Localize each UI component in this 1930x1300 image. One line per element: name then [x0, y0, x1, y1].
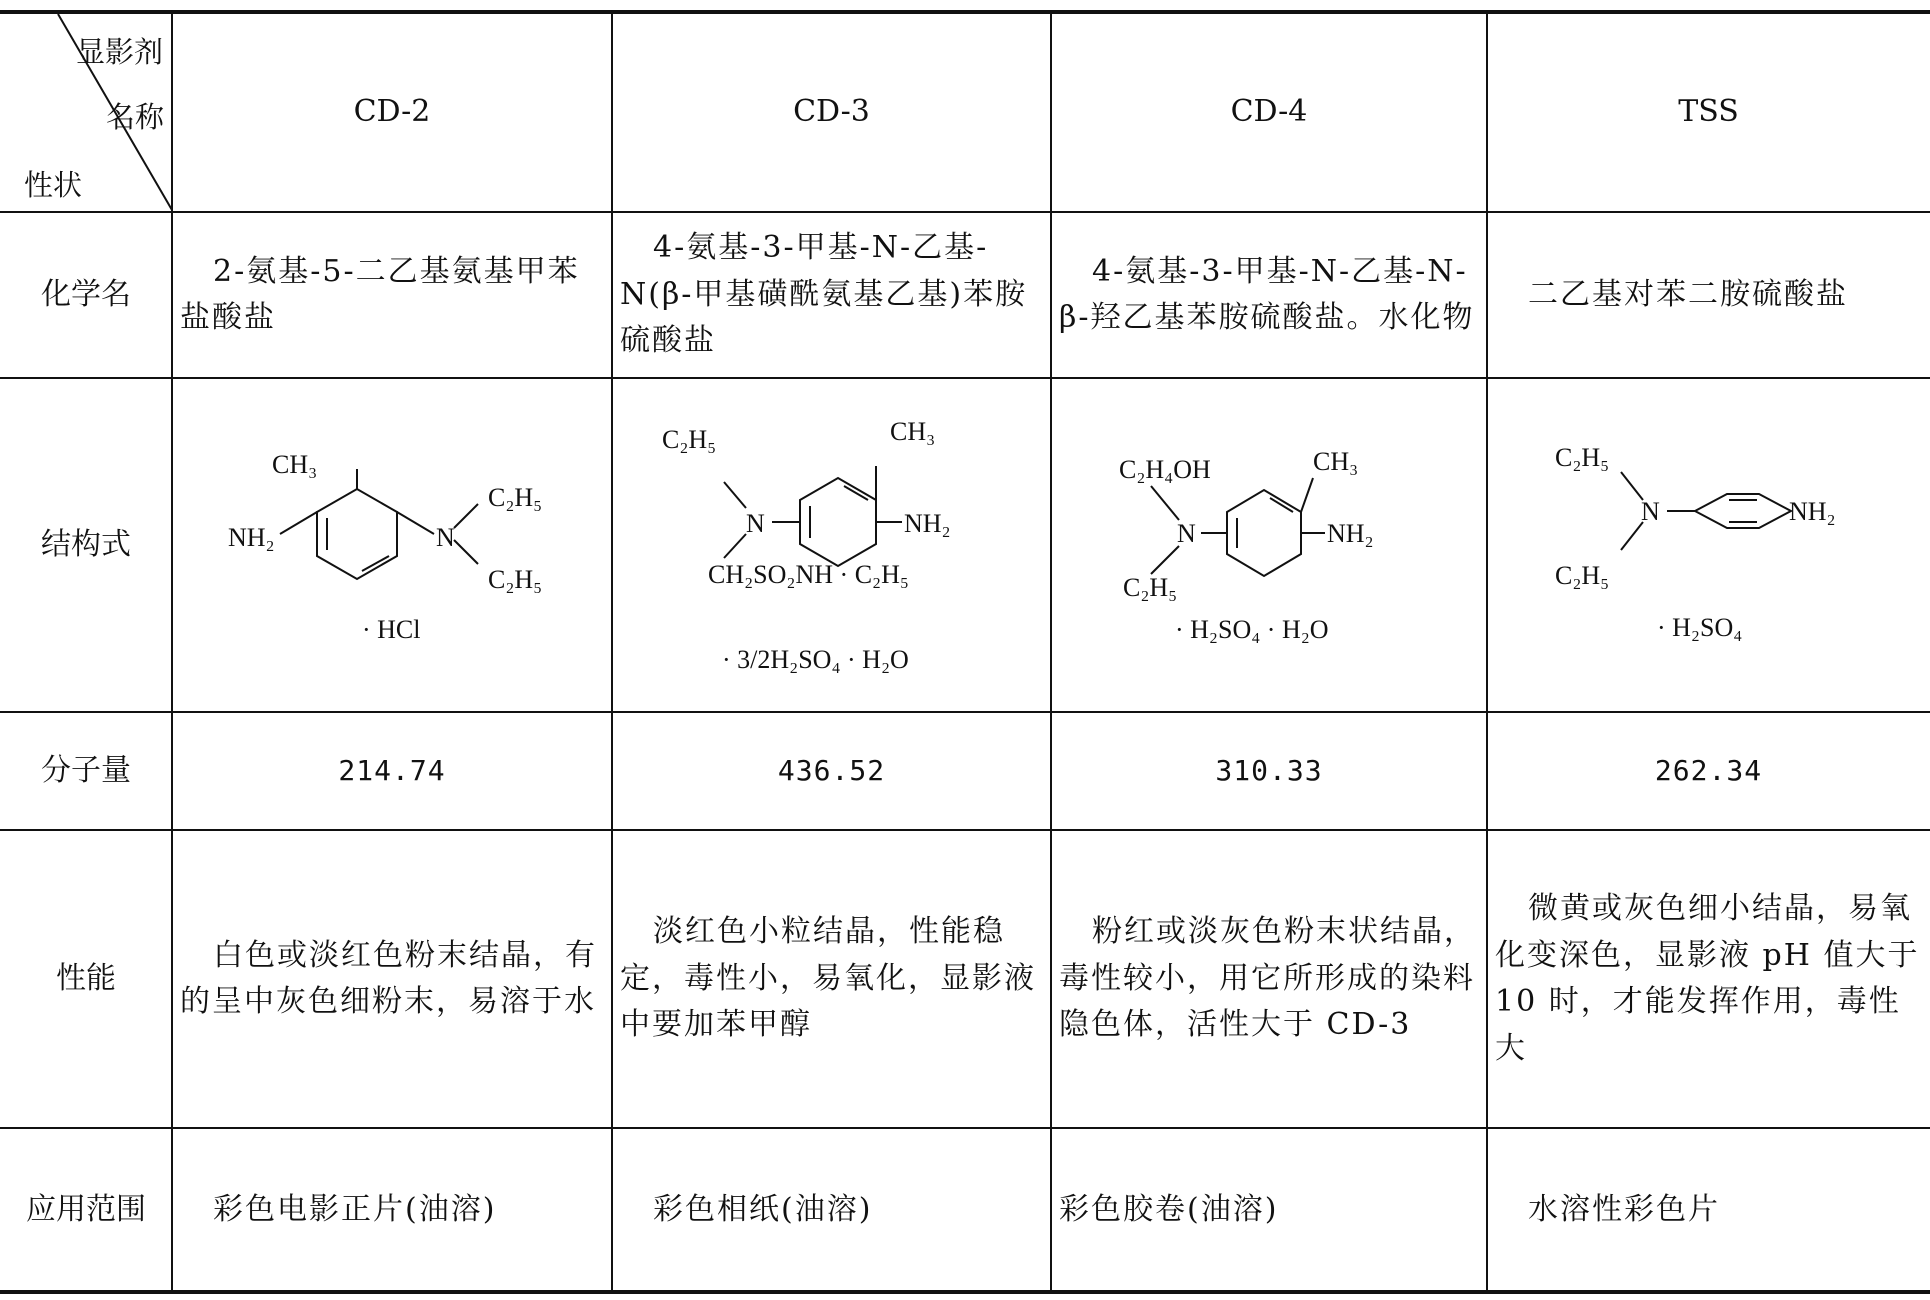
chemical-name-tss-text: 二乙基对苯二胺硫酸盐 — [1528, 276, 1848, 312]
chemical-name-cd3-text: 4-氨基-3-甲基-N-乙基-N(β-甲基磺酰氨基乙基)苯胺硫酸盐 — [620, 230, 1028, 359]
application-cd3-text: 彩色相纸(油溶) — [653, 1191, 873, 1227]
properties-tss — [1487, 830, 1930, 1128]
cd3-n: N — [746, 509, 765, 538]
cd4-hydroxyethyl: C₂H₄OH — [1119, 455, 1211, 484]
structure-cd2-diagram — [172, 378, 612, 712]
properties-tss-text: 微黄或灰色细小结晶，易氧化变深色，显影液 pH 值大于 10 时，才能发挥作用，毒性大 — [1495, 891, 1920, 1066]
application-cd4-text: 彩色胶卷(油溶) — [1059, 1191, 1279, 1227]
corner-label-name: 名称 — [106, 100, 165, 134]
properties-cd4-text: 粉红或淡灰色粉末状结晶，毒性较小，用它所形成的染料隐色体，活性大于 CD-3 — [1059, 914, 1476, 1043]
cd4-salt: · H₂SO₄ · H₂O — [1175, 615, 1329, 644]
cd3-salt: · 3/2H₂SO₄ · H₂O — [722, 645, 909, 674]
molecular-weight-tss: 262.34 — [1654, 754, 1763, 788]
cd2-ch3: CH₃ — [272, 450, 318, 479]
cd2-n: N — [436, 523, 455, 552]
row-label-application: 应用范围 — [26, 1191, 146, 1227]
chemical-name-cd2-text: 2-氨基-5-二乙基氨基甲苯盐酸盐 — [180, 253, 580, 335]
cd3-side-chain: CH₂SO₂NH · C₂H₅ — [708, 560, 909, 589]
cd2-ethyl-1: C₂H₅ — [488, 483, 543, 512]
properties-cd4 — [1051, 830, 1487, 1128]
application-cd3 — [612, 1128, 1051, 1292]
chemical-name-cd4-text: 4-氨基-3-甲基-N-乙基-N-β-羟乙基苯胺硫酸盐。水化物 — [1059, 253, 1475, 335]
cd2-nh2: NH₂ — [228, 523, 275, 552]
structure-cd2 — [172, 378, 612, 712]
structure-tss — [1487, 378, 1930, 712]
cd4-n: N — [1177, 519, 1196, 548]
column-header-cd3: CD-3 — [793, 93, 870, 129]
cd3-nh2: NH₂ — [904, 509, 951, 538]
cd4-ch3: CH₃ — [1313, 447, 1359, 476]
structure-cd3 — [612, 378, 1051, 712]
molecular-weight-cd3: 436.52 — [777, 754, 886, 788]
corner-label-property: 性状 — [24, 168, 83, 202]
application-tss — [1487, 1128, 1930, 1292]
structure-tss-diagram — [1487, 378, 1930, 712]
application-cd4 — [1051, 1128, 1487, 1292]
structure-cd4-diagram — [1051, 378, 1487, 712]
chemical-name-tss — [1487, 212, 1930, 378]
cd3-ch3: CH₃ — [890, 417, 936, 446]
structure-cd4 — [1051, 378, 1487, 712]
tss-ethyl-1: C₂H₅ — [1555, 443, 1610, 472]
chemical-name-cd3 — [612, 212, 1051, 378]
tss-salt: · H₂SO₄ — [1657, 613, 1743, 642]
cd4-nh2: NH₂ — [1327, 519, 1374, 548]
tss-n: N — [1641, 497, 1660, 526]
structure-cd3-diagram — [612, 378, 1051, 712]
properties-cd3-text: 淡红色小粒结晶，性能稳定，毒性小，易氧化，显影液中要加苯甲醇 — [620, 914, 1036, 1043]
molecular-weight-cd4: 310.33 — [1215, 754, 1323, 788]
chemical-name-cd2 — [172, 212, 612, 378]
cd2-salt: · HCl — [362, 615, 421, 644]
corner-label-developer: 显影剂 — [76, 35, 164, 69]
row-label-properties: 性能 — [56, 960, 116, 996]
molecular-weight-cd2: 214.74 — [338, 754, 446, 788]
cd3-ethyl: C₂H₅ — [662, 425, 717, 454]
cd4-ethyl: C₂H₅ — [1123, 573, 1178, 602]
row-label-molecular-weight: 分子量 — [41, 752, 131, 788]
cd2-ethyl-2: C₂H₅ — [488, 565, 543, 594]
tss-nh2: NH₂ — [1789, 497, 1836, 526]
tss-ethyl-2: C₂H₅ — [1555, 561, 1610, 590]
properties-cd3 — [612, 830, 1051, 1128]
chemical-name-cd4 — [1051, 212, 1487, 378]
column-header-tss: TSS — [1678, 93, 1739, 129]
column-header-cd4: CD-4 — [1230, 93, 1308, 129]
application-cd2-text: 彩色电影正片(油溶) — [213, 1191, 497, 1227]
properties-cd2 — [172, 830, 612, 1128]
row-label-structure: 结构式 — [41, 526, 131, 562]
properties-cd2-text: 白色或淡红色粉末结晶，有的呈中灰色细粉末，易溶于水 — [180, 937, 597, 1019]
application-tss-text: 水溶性彩色片 — [1528, 1191, 1720, 1227]
column-header-cd2: CD-2 — [353, 93, 431, 129]
row-label-chemical-name: 化学名 — [41, 276, 131, 312]
application-cd2 — [172, 1128, 612, 1292]
